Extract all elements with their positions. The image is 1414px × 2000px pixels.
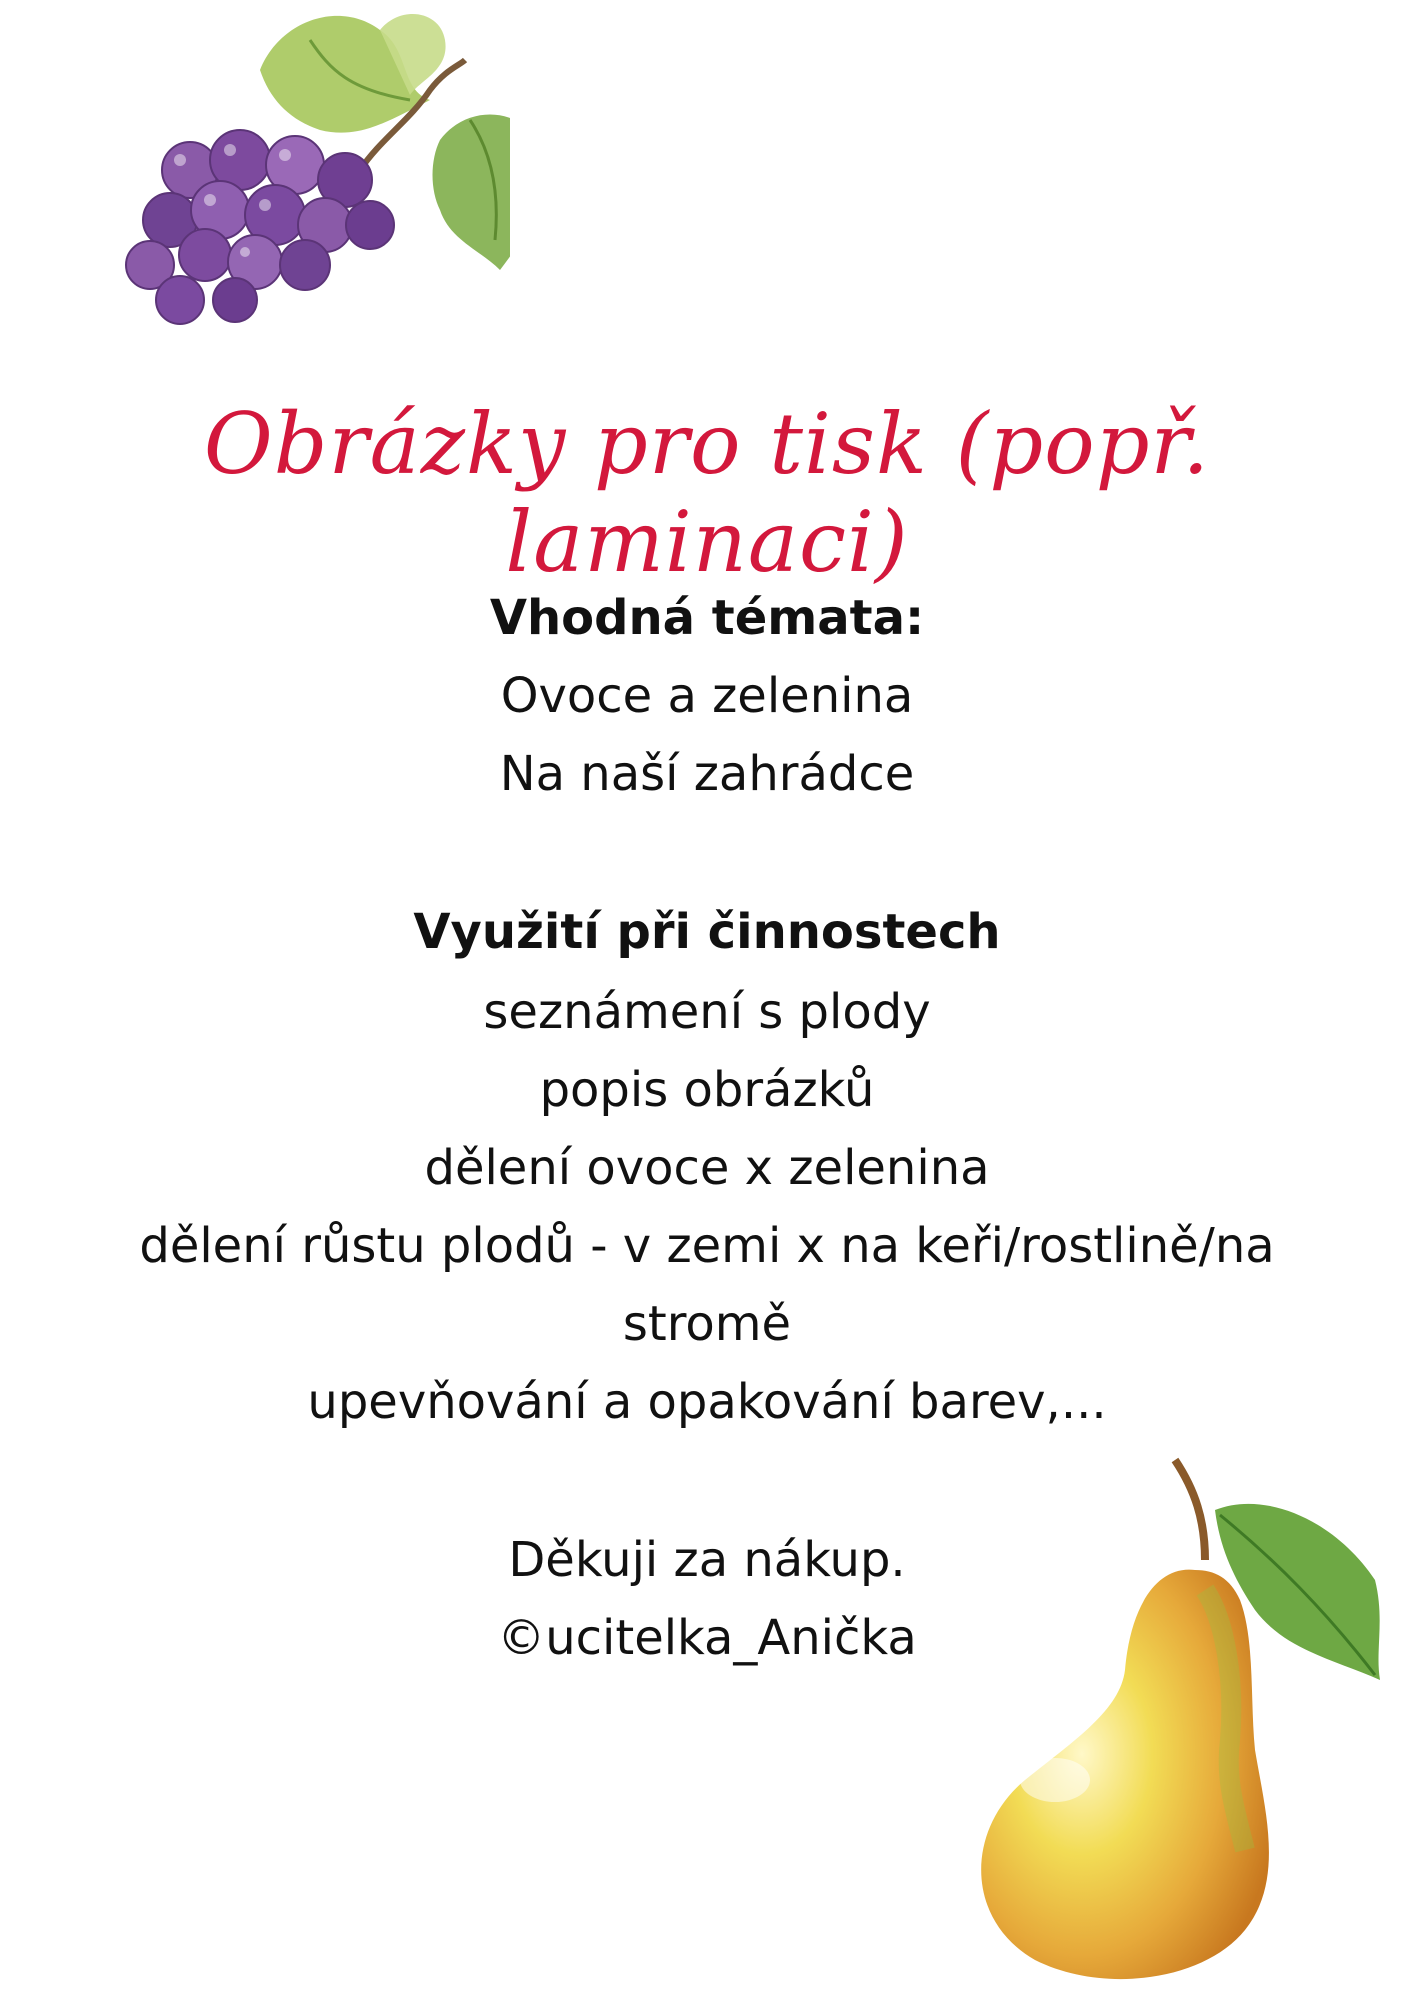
pear-icon	[905, 1450, 1405, 2000]
activities-heading: Využití při činnostech	[413, 904, 1001, 960]
activity-item: stromě	[622, 1296, 792, 1352]
activity-item: popis obrázků	[539, 1062, 875, 1118]
activity-item: upevňování a opakování barev,...	[307, 1374, 1107, 1430]
activity-item: dělení růstu plodů - v zemi x na keři/rostlině/na	[139, 1218, 1275, 1274]
grapes-icon	[110, 0, 510, 330]
author-credit: ©ucitelka_Anička	[497, 1610, 917, 1666]
page-title: Obrázky pro tisk (popř. laminaci)	[203, 395, 1211, 591]
thanks-text: Děkuji za nákup.	[508, 1532, 906, 1588]
topic-item: Ovoce a zelenina	[500, 668, 914, 724]
topic-item: Na naší zahrádce	[499, 746, 915, 802]
activity-item: dělení ovoce x zelenina	[424, 1140, 990, 1196]
activity-item: seznámení s plody	[483, 984, 931, 1040]
topics-heading: Vhodná témata:	[489, 590, 925, 646]
